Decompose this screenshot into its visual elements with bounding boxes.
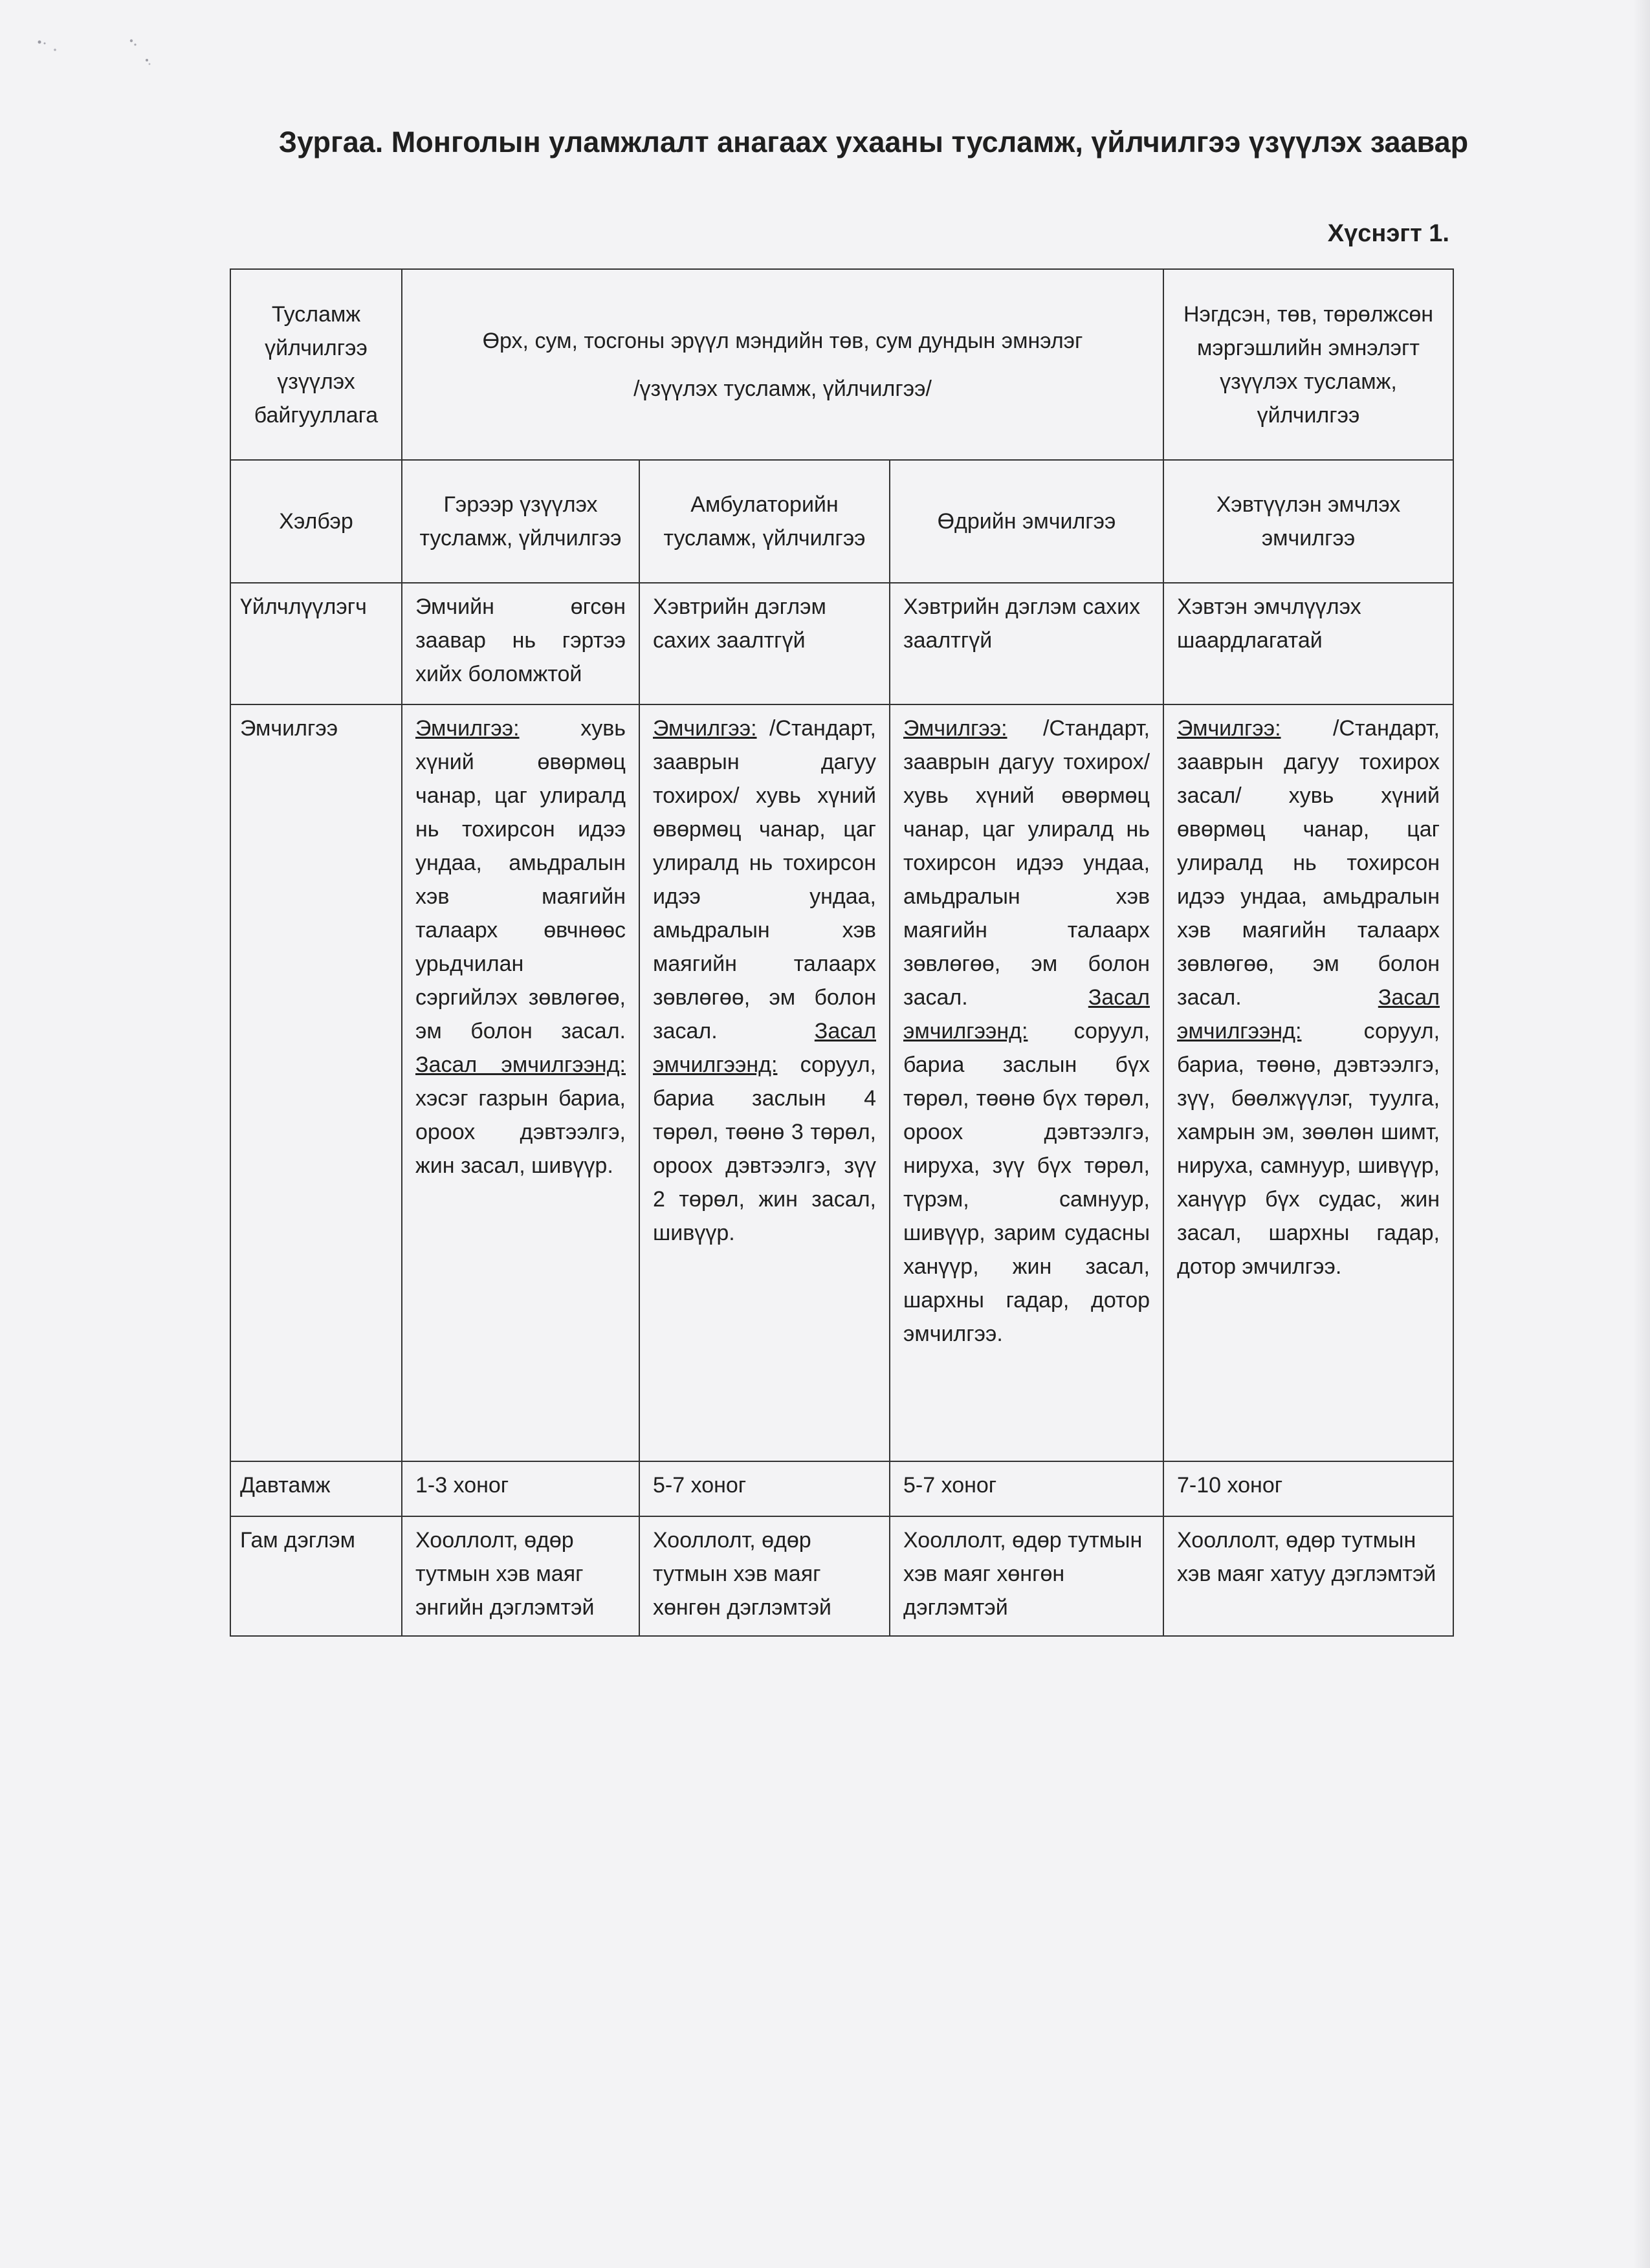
table-label: Хүснэгт 1. — [1327, 220, 1449, 247]
header-primary-cell — [402, 269, 1163, 460]
client-cell-day: Хэвтрийн дэглэм сахих заалтгүй — [890, 583, 1163, 704]
col-header-day-treatment: Өдрийн эмчилгээ — [890, 460, 1163, 583]
scan-specks — [36, 36, 165, 74]
treatment-text: /Стандарт, зааврын дагуу тохирох засал/ хувь хүний өвөрмөц чанар, цаг улиралд нь тохирсон идээ ундаа, амьдралын хэв маягийн талаарх зөвлөгөө, эм болон засал. — [1177, 716, 1440, 1010]
client-cell-inpatient: Хэвтэн эмчлүүлэх шаардлагатай — [1163, 583, 1453, 704]
treatment-cell-home — [402, 704, 639, 1461]
diet-cell-outpatient: Хооллолт, өдөр тутмын хэв маяг хөнгөн дэглэмтэй — [639, 1516, 890, 1636]
client-cell-outpatient: Хэвтрийн дэглэм сахих заалтгүй — [639, 583, 890, 704]
treatment-cell-day — [890, 704, 1163, 1461]
basic-treatment-heading: Засал эмчилгээнд: — [415, 1052, 626, 1077]
treatment-heading: Эмчилгээ: — [1177, 716, 1281, 741]
table-row-diet — [230, 1516, 1453, 1636]
header-org-cell — [230, 269, 402, 460]
table-row-form — [230, 460, 1453, 583]
frequency-cell-outpatient: 5-7 хоног — [639, 1461, 890, 1516]
basic-treatment-heading: Засал эмчилгээнд: — [903, 985, 1150, 1043]
treatment-text: хувь хүний өвөрмөц чанар, цаг улиралд нь тохирсон идээ ундаа, амьдралын хэв маягийн талаарх өвчнөөс урьдчилан сэргийлэх зөвлөгөө, эм болон засал. — [415, 716, 626, 1043]
basic-treatment-text: соруул, бариа заслын 4 төрөл, төөнө 3 төрөл, ороох дэвтээлгэ, зүү 2 төрөл, жин засал, шивүүр. — [653, 1052, 876, 1245]
row-label-frequency: Давтамж — [230, 1461, 402, 1516]
page-edge-shadow — [1633, 0, 1650, 2268]
treatment-cell-inpatient — [1163, 704, 1453, 1461]
diet-cell-day: Хооллолт, өдөр тутмын хэв маяг хөнгөн дэглэмтэй — [890, 1516, 1163, 1636]
frequency-cell-day: 5-7 хоног — [890, 1461, 1163, 1516]
treatment-text: /Стандарт, зааврын дагуу тохирох/ хувь хүний өвөрмөц чанар, цаг улиралд нь тохирсон идээ ундаа, амьдралын хэв маягийн талаарх зөвлөгөө, эм болон засал. — [903, 716, 1150, 1010]
row-label-form: Хэлбэр — [230, 460, 402, 583]
header-secondary-title: Нэгдсэн, төв, төрөлжсөн мэргэшлийн эмнэлэгт үзүүлэх тусламж, үйлчилгээ — [1183, 301, 1434, 428]
table-header-row — [230, 269, 1453, 460]
header-org-label: Тусламж үйлчилгээ үзүүлэх байгууллага — [254, 301, 379, 428]
col-header-inpatient: Хэвтүүлэн эмчлэх эмчилгээ — [1163, 460, 1453, 583]
document-title: Зургаа. Монголын уламжлалт анагаах ухааны тусламж, үйлчилгээ үзүүлэх заавар — [278, 125, 1469, 158]
basic-treatment-text: соруул, бариа, төөнө, дэвтээлгэ, зүү, бөөлжүүлэг, туулга, хамрын эм, зөөлөн шимт, нируха, самнуур, шивүүр, ханүүр бүх судас, жин засал, шархны гадар, дотор эмчилгээ. — [1177, 1019, 1440, 1279]
treatment-heading: Эмчилгээ: — [653, 716, 757, 741]
col-header-outpatient: Амбулаторийн тусламж, үйлчилгээ — [639, 460, 890, 583]
row-label-treatment: Эмчилгээ — [230, 704, 402, 1461]
treatment-cell-outpatient — [639, 704, 890, 1461]
header-primary-title: Өрх, сум, тосгоны эрүүл мэндийн төв, сум дундын эмнэлэг — [482, 328, 1083, 353]
row-label-diet: Гам дэглэм — [230, 1516, 402, 1636]
col-header-home-care: Гэрээр үзүүлэх тусламж, үйлчилгээ — [402, 460, 639, 583]
treatment-heading: Эмчилгээ: — [415, 716, 520, 741]
care-guideline-table — [230, 268, 1454, 1637]
frequency-cell-inpatient: 7-10 хоног — [1163, 1461, 1453, 1516]
header-secondary-cell — [1163, 269, 1453, 460]
header-primary-subtitle: /үзүүлэх тусламж, үйлчилгээ/ — [633, 376, 932, 401]
table-row-treatment — [230, 704, 1453, 1461]
treatment-text: /Стандарт, зааврын дагуу тохирох/ хувь хүний өвөрмөц чанар, цаг улиралд нь тохирсон идээ ундаа, амьдралын хэв маягийн талаарх зөвлөгөө, эм болон засал. — [653, 716, 876, 1043]
frequency-cell-home: 1-3 хоног — [402, 1461, 639, 1516]
basic-treatment-heading: Засал эмчилгээнд: — [1177, 985, 1440, 1043]
diet-cell-home: Хооллолт, өдөр тутмын хэв маяг энгийн дэглэмтэй — [402, 1516, 639, 1636]
basic-treatment-text: соруул, бариа заслын бүх төрөл, төөнө бүх төрөл, ороох дэвтээлгэ, нируха, зүү бүх төрөл, түрэм, самнуур, шивүүр, зарим судасны ханүүр, жин засал, шархны гадар, дотор эмчилгээ. — [903, 1019, 1150, 1346]
row-label-client: Үйлчлүүлэгч — [230, 583, 402, 704]
table-row-client — [230, 583, 1453, 704]
table-row-frequency — [230, 1461, 1453, 1516]
basic-treatment-heading: Засал эмчилгээнд: — [653, 1019, 876, 1077]
client-cell-home: Эмчийн өгсөн заавар нь гэртээ хийх боломжтой — [402, 583, 639, 704]
diet-cell-inpatient: Хооллолт, өдөр тутмын хэв маяг хатуу дэглэмтэй — [1163, 1516, 1453, 1636]
treatment-heading: Эмчилгээ: — [903, 716, 1007, 741]
basic-treatment-text: хэсэг газрын бариа, ороох дэвтээлгэ, жин засал, шивүүр. — [415, 1086, 626, 1178]
